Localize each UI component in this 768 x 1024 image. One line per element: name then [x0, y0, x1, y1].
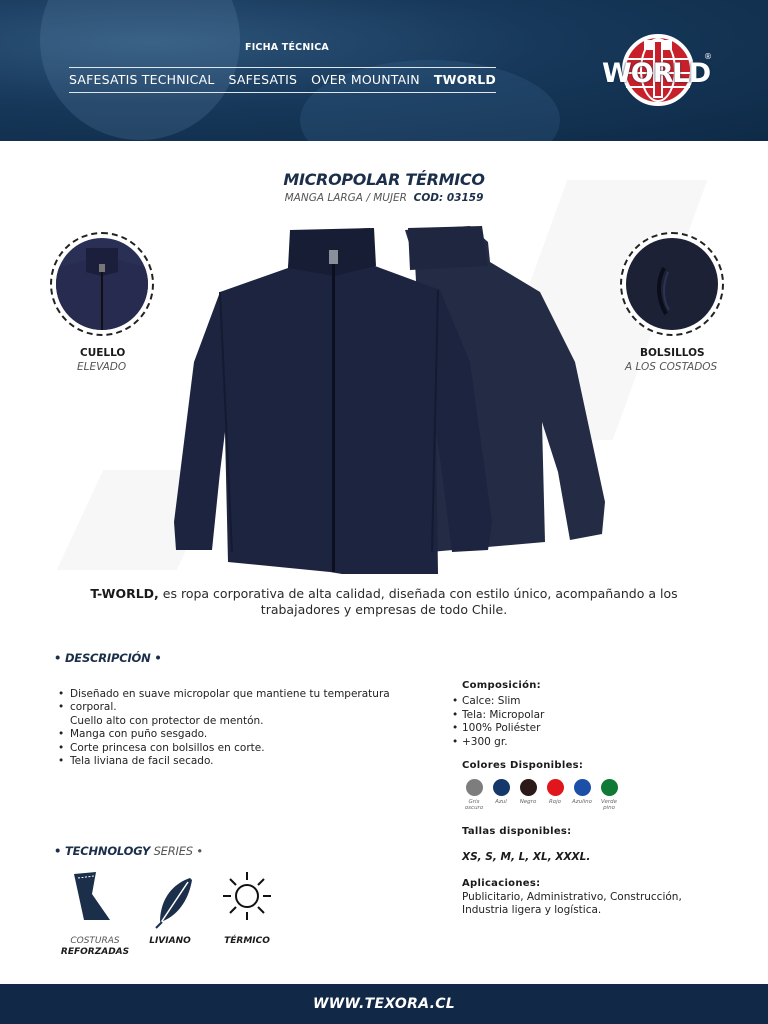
color-swatch [600, 779, 618, 811]
description-heading: • DESCRIPCIÓN • [54, 651, 162, 665]
list-item: • corporal. [58, 701, 418, 714]
list-item: • +300 gr. [450, 736, 720, 750]
nav-item-safesatis-technical[interactable]: SAFESATIS TECHNICAL [69, 72, 215, 87]
product-code: COD: 03159 [413, 192, 484, 204]
header-banner [0, 0, 768, 141]
pockets-label: BOLSILLOS [640, 347, 705, 359]
composition-heading: Composición: [462, 680, 541, 691]
tech-label-thermal: TÉRMICO [224, 936, 270, 946]
sizes-value: XS, S, M, L, XL, XXXL. [462, 851, 591, 863]
nav-item-safesatis[interactable]: SAFESATIS [228, 72, 298, 87]
sizes-heading: Tallas disponibles: [462, 826, 572, 837]
nav-item-tworld[interactable]: TWORLD [433, 72, 496, 87]
product-subtitle: MANGA LARGA / MUJER COD: 03159 [284, 192, 484, 204]
color-swatch [546, 779, 564, 811]
feather-icon [152, 874, 202, 930]
collar-detail-image [50, 232, 154, 336]
footer-bar [0, 984, 768, 1024]
tech-label-light: LIVIANO [149, 936, 191, 946]
color-dot [574, 779, 591, 796]
tech-label-seams: COSTURAS REFORZADAS [60, 936, 130, 957]
list-item: • Calce: Slim [450, 695, 720, 709]
color-swatch [465, 779, 483, 811]
intro-paragraph: T-WORLD, es ropa corporativa de alta calidad, diseñada con estilo único, acompañando a los trabajadores y empresas de todo Chile. [90, 586, 678, 617]
logo-wordmark: WORLD [602, 58, 711, 89]
color-swatch [519, 779, 537, 811]
color-swatch [573, 779, 591, 811]
reinforced-seams-icon [70, 870, 120, 926]
website-link[interactable]: WWW.TEXORA.CL [312, 996, 456, 1012]
brand-nav [69, 72, 496, 87]
color-label: Negro [519, 799, 537, 805]
color-dot [601, 779, 618, 796]
list-item: • Corte princesa con bolsillos en corte. [58, 742, 418, 755]
color-label: Azul [495, 799, 507, 805]
collar-label: CUELLO [80, 347, 126, 359]
pockets-detail-image [620, 232, 724, 336]
composition-block [462, 680, 732, 691]
applications-value: Publicitario, Administrativo, Construcción, Industria ligera y logística. [462, 891, 682, 916]
nav-divider-top [69, 67, 496, 68]
color-dot [493, 779, 510, 796]
nav-divider-bottom [69, 92, 496, 93]
description-list [58, 688, 418, 768]
nav-item-over-mountain[interactable]: OVER MOUNTAIN [311, 72, 420, 87]
technology-heading: • TECHNOLOGY SERIES • [54, 844, 203, 858]
color-swatches [465, 779, 618, 811]
color-dot [520, 779, 537, 796]
brand-name: T-WORLD, [90, 586, 159, 601]
composition-list [450, 695, 720, 749]
color-label: Rojo [548, 799, 562, 805]
tworld-logo: WORLD ® [600, 32, 716, 112]
list-item: • 100% Poliéster [450, 722, 720, 736]
color-label: Azulino [571, 799, 593, 805]
list-item: • Tela: Micropolar [450, 709, 720, 723]
jacket-product-image [170, 222, 610, 578]
colors-heading: Colores Disponibles: [462, 760, 584, 771]
list-item: • Diseñado en suave micropolar que mantiene tu temperatura [58, 688, 418, 701]
product-title: MICROPOLAR TÉRMICO [283, 170, 485, 189]
color-label: Gris oscuro [464, 799, 484, 811]
list-item: • Tela liviana de facil secado. [58, 755, 418, 768]
pockets-sublabel: A LOS COSTADOS [625, 361, 718, 373]
ficha-tecnica-label: FICHA TÉCNICA [245, 42, 329, 53]
list-item: • Manga con puño sesgado. [58, 728, 418, 741]
applications-heading: Aplicaciones: [462, 878, 541, 889]
list-item: Cuello alto con protector de mentón. [70, 714, 264, 727]
color-swatch [492, 779, 510, 811]
sun-icon [222, 868, 272, 924]
color-label: Verde pino [601, 799, 617, 811]
collar-sublabel: ELEVADO [77, 361, 127, 373]
color-dot [547, 779, 564, 796]
color-dot [466, 779, 483, 796]
